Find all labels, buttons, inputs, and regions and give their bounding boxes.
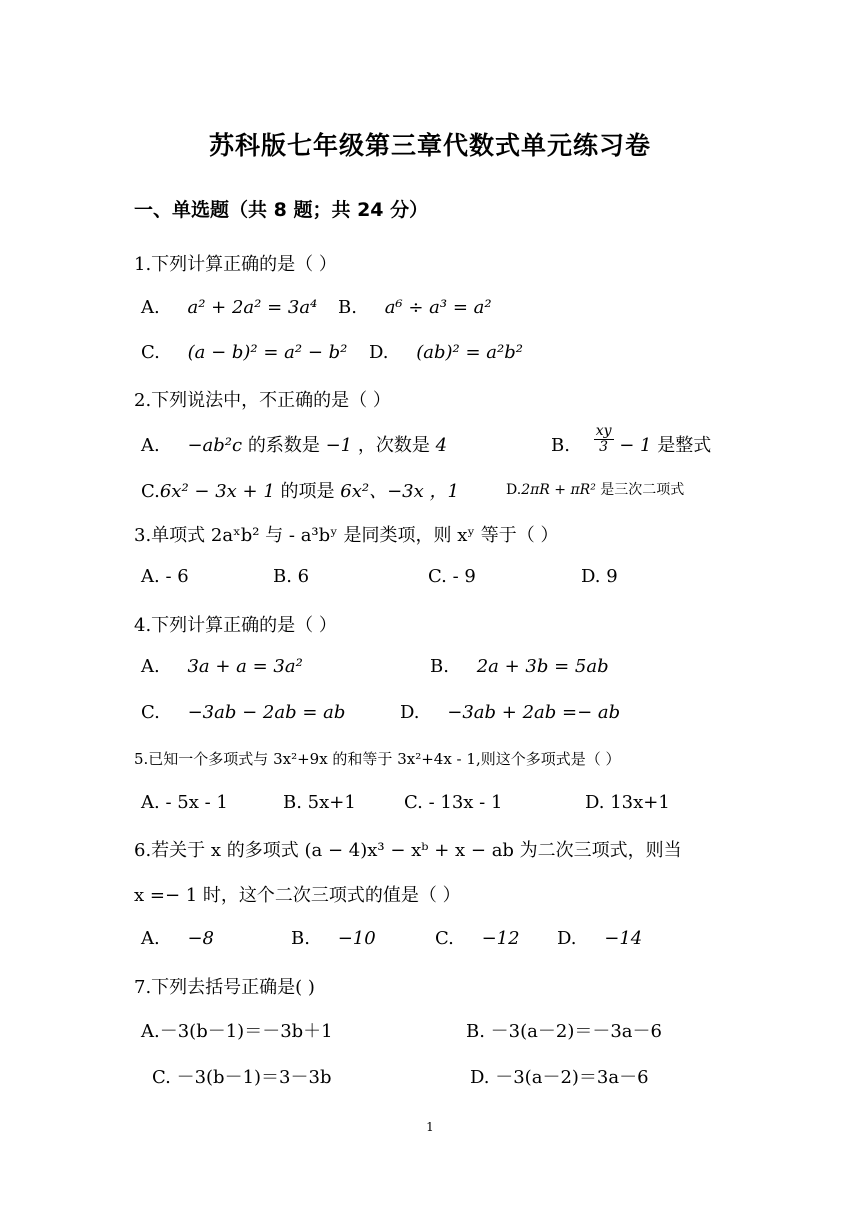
q2-option-d (506, 479, 684, 499)
q4-option-c (141, 702, 345, 723)
q5-option-d: D. 13x+1 (585, 792, 670, 813)
option-formula: − 1 (619, 435, 652, 457)
option-label: B. (430, 656, 449, 677)
option-label: D. (557, 928, 577, 949)
question-4-stem: 4.下列计算正确的是（ ） (134, 615, 337, 636)
section-heading: 一、单选题（共 8 题；共 24 分） (134, 199, 429, 221)
option-formula: −3ab + 2ab =− ab (447, 702, 621, 723)
q2-option-b (551, 423, 712, 457)
q3-option-c: C. - 9 (428, 566, 476, 587)
q4-option-a (141, 656, 303, 677)
option-text: ，次数是 (352, 435, 436, 456)
q5-option-c: C. - 13x - 1 (404, 792, 503, 813)
option-formula: (a − b)² = a² − b² (187, 342, 348, 363)
q5-option-a: A. - 5x - 1 (141, 792, 228, 813)
q3-option-a: A. - 6 (141, 566, 189, 587)
q6-option-c (435, 928, 520, 949)
option-formula: (ab)² = a²b² (416, 342, 523, 363)
option-text: 的项是 (274, 481, 341, 502)
q6-option-b (291, 928, 376, 949)
option-formula: a² + 2a² = 3a⁴ (187, 297, 318, 318)
option-label: B. (551, 435, 570, 457)
option-label: C. (435, 928, 454, 949)
option-text: 是整式 (651, 435, 712, 457)
option-formula: −14 (604, 928, 643, 949)
q7-option-c: C. －3(b－1)＝3－3b (152, 1067, 332, 1088)
document-title: 苏科版七年级第三章代数式单元练习卷 (208, 131, 651, 160)
question-1-stem: 1.下列计算正确的是（ ） (134, 254, 337, 275)
option-formula: 6x² − 3x + 1 (159, 481, 275, 502)
option-label: C. (141, 481, 160, 502)
option-label: A. (141, 656, 160, 677)
q5-option-b: B. 5x+1 (283, 792, 356, 813)
question-3-stem: 3.单项式 2aˣb² 与 - a³bʸ 是同类项，则 xʸ 等于（ ） (134, 525, 559, 546)
option-formula: 2a + 3b = 5ab (476, 656, 609, 677)
q1-option-c (141, 342, 347, 363)
option-label: D. (369, 342, 389, 363)
option-text: 的系数是 (242, 435, 326, 456)
option-text: 是三次二项式 (595, 482, 685, 498)
question-6-stem-line-1: 6.若关于 x 的多项式 (a − 4)x³ − xᵇ + x − ab 为二次三项式，则当 (134, 840, 682, 861)
option-formula: −12 (481, 928, 520, 949)
q7-option-d: D. －3(a－2)＝3a－6 (470, 1067, 649, 1088)
q7-option-a: A.－3(b－1)＝－3b＋1 (141, 1021, 333, 1042)
option-formula: 4 (435, 435, 448, 456)
option-label: D. (400, 702, 420, 723)
q1-option-b (338, 297, 492, 318)
q3-option-b: B. 6 (273, 566, 310, 587)
option-label: B. (338, 297, 357, 318)
option-formula: −8 (187, 928, 215, 949)
q4-option-d (400, 702, 620, 723)
q1-option-d (369, 342, 523, 363)
option-label: B. (291, 928, 310, 949)
fraction-denominator: 3 (599, 438, 609, 455)
page-number: 1 (426, 1120, 434, 1134)
q2-option-a (141, 431, 447, 457)
option-formula: −1 (325, 435, 353, 456)
q6-option-a (141, 928, 214, 949)
q6-option-d (557, 928, 642, 949)
q3-option-d: D. 9 (581, 566, 618, 587)
fraction-numerator: xy (595, 423, 612, 439)
option-label: D. (506, 482, 522, 498)
question-2-stem: 2.下列说法中，不正确的是（ ） (134, 390, 391, 411)
option-label: C. (141, 342, 160, 363)
option-formula: −ab²c (187, 435, 243, 456)
option-formula: 6x²、−3x ，1 (340, 481, 459, 502)
q7-option-b: B. －3(a－2)＝－3a－6 (466, 1021, 662, 1042)
option-formula: a⁶ ÷ a³ = a² (384, 297, 492, 318)
fraction (594, 424, 614, 454)
option-formula: −3ab − 2ab = ab (187, 702, 346, 723)
q2-option-c (141, 477, 459, 503)
q4-option-b (430, 656, 609, 677)
option-label: C. (141, 702, 160, 723)
option-formula: 2πR + πR² (521, 482, 596, 498)
question-6-stem-line-2: x =− 1 时，这个二次三项式的值是（ ） (134, 885, 461, 906)
option-label: A. (141, 435, 160, 456)
option-formula: 3a + a = 3a² (187, 656, 303, 677)
option-formula: −10 (337, 928, 376, 949)
option-label: A. (141, 928, 160, 949)
question-5-stem: 5.已知一个多项式与 3x²+9x 的和等于 3x²+4x - 1,则这个多项式是（ ） (134, 750, 621, 768)
q1-option-a (141, 297, 317, 318)
question-7-stem: 7.下列去括号正确是( ) (134, 977, 315, 998)
option-label: A. (141, 297, 160, 318)
